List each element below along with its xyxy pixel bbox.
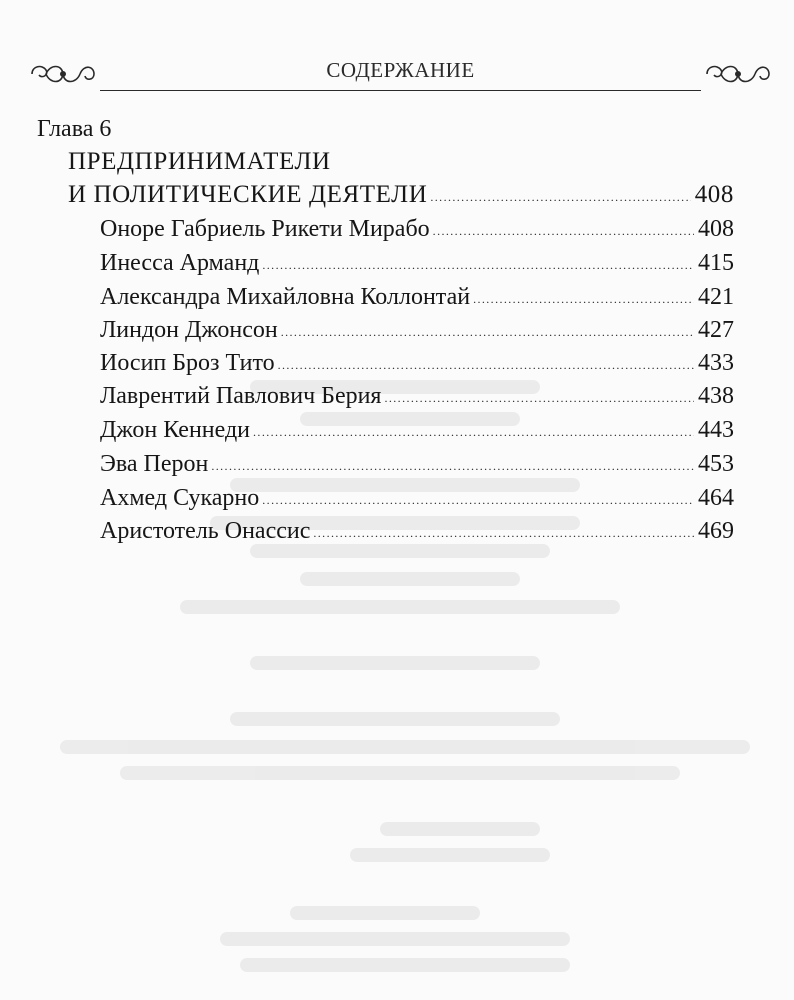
section-page-number: 408: [694, 181, 734, 208]
toc-entry: [100, 518, 734, 548]
toc-entry-name: Александра Михайловна Коллонтай: [100, 284, 471, 310]
toc-entry-name: Иосип Броз Тито: [100, 350, 275, 376]
toc-entry: [100, 284, 734, 314]
toc-entry: [100, 350, 734, 380]
dot-leader: [384, 391, 694, 406]
running-head: [28, 54, 773, 98]
dot-leader: [473, 292, 694, 307]
dot-leader: [253, 425, 694, 440]
toc-entry: [100, 383, 734, 413]
dot-leader: [433, 224, 694, 239]
dot-leader: [278, 358, 694, 373]
toc-entry-name: Джон Кеннеди: [100, 417, 251, 443]
running-head-rule: [100, 90, 701, 91]
toc-entry-page: 453: [698, 451, 734, 477]
toc-entry-name: Линдон Джонсон: [100, 317, 278, 343]
dot-leader: [313, 526, 694, 541]
toc-entry-name: Аристотель Онассис: [100, 518, 311, 544]
toc-entry-page: 438: [698, 383, 734, 409]
right-ornament-icon: [703, 60, 773, 88]
dot-leader: [430, 190, 690, 205]
dot-leader: [262, 493, 694, 508]
dot-leader: [211, 459, 694, 474]
toc-entry: [100, 417, 734, 447]
toc-entry: [100, 317, 734, 347]
toc-entry-page: 433: [698, 350, 734, 376]
toc-entry-page: 443: [698, 417, 734, 443]
toc-entry: [100, 250, 734, 280]
dot-leader: [262, 258, 694, 273]
toc-entry-page: 427: [698, 317, 734, 343]
toc-entry-page: 464: [698, 485, 734, 511]
running-head-title: СОДЕРЖАНИЕ: [326, 58, 475, 82]
section-title-line-1: ПРЕДПРИНИМАТЕЛИ: [68, 148, 331, 175]
toc-entry-name: Эва Перон: [100, 451, 209, 477]
toc-entry-page: 469: [698, 518, 734, 544]
section-title-line-2: И ПОЛИТИЧЕСКИЕ ДЕЯТЕЛИ: [68, 181, 428, 208]
toc-entry-page: 415: [698, 250, 734, 276]
dot-leader: [281, 325, 694, 340]
chapter-label: Глава 6: [37, 116, 112, 142]
toc-entry-name: Оноре Габриель Рикети Мирабо: [100, 216, 430, 242]
toc-entry-name: Инесса Арманд: [100, 250, 260, 276]
toc-entry: [100, 451, 734, 481]
toc-entry: [100, 485, 734, 515]
toc-entry: [100, 216, 734, 246]
toc-entry-page: 421: [698, 284, 734, 310]
toc-entry-name: Лаврентий Павлович Берия: [100, 383, 382, 409]
section-title-entry: [68, 181, 734, 211]
toc-entry-page: 408: [698, 216, 734, 242]
toc-entry-name: Ахмед Сукарно: [100, 485, 260, 511]
